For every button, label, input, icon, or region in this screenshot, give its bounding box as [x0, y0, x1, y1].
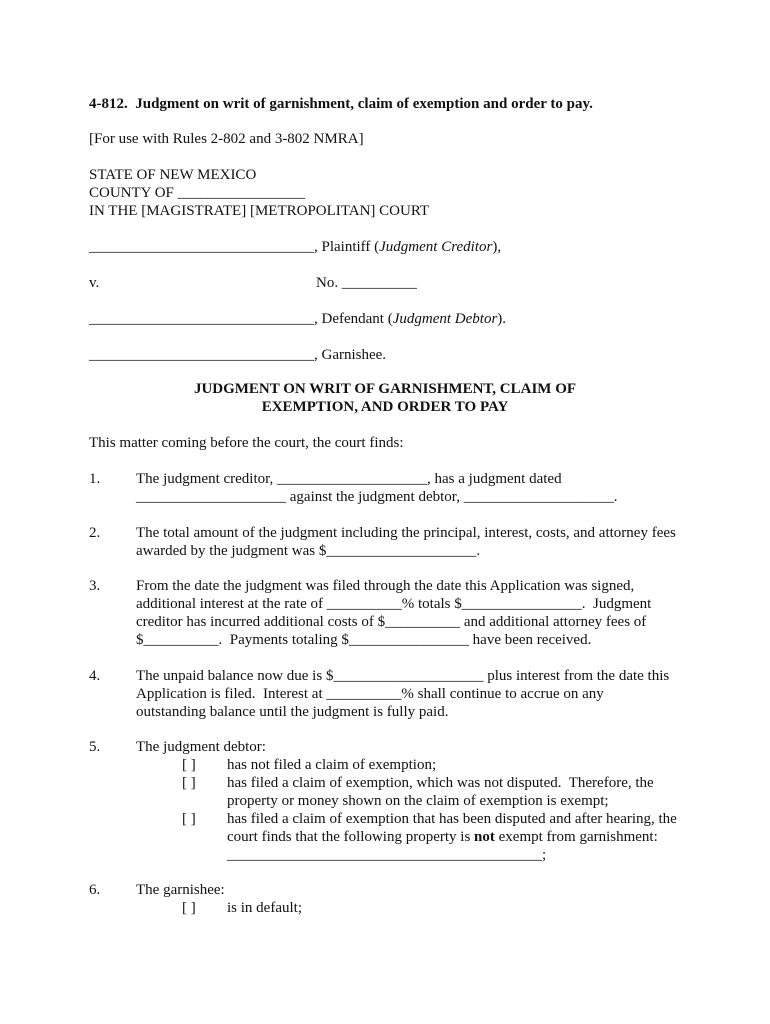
plaintiff-close: ), [492, 239, 502, 255]
item-2-line-2: awarded by the judgment was $____________________. [136, 543, 481, 559]
document-title-line-1: JUDGMENT ON WRIT OF GARNISHMENT, CLAIM OF [193, 381, 577, 397]
option-disputed-text-b: exempt from garnishment: [494, 829, 658, 845]
garnishee-line: ______________________________, Garnishee. [89, 347, 387, 363]
item-2-line-1: The total amount of the judgment including the principal, interest, costs, and attorney fees [136, 525, 676, 541]
item-3-line-4: $__________. Payments totaling $________________ have been received. [136, 632, 592, 648]
document-title-line-2: EXEMPTION, AND ORDER TO PAY [261, 399, 509, 415]
plaintiff-line [89, 238, 501, 256]
option-not-disputed-line-2: property or money shown on the claim of exemption is exempt; [227, 793, 609, 809]
defendant-name-blank: ______________________________ [89, 311, 314, 327]
defendant-close: ). [497, 311, 507, 327]
defendant-label: , Defendant ( [314, 311, 393, 327]
item-2-number: 2. [89, 525, 101, 541]
checkbox-filed-not-disputed[interactable]: [ ] [182, 775, 196, 791]
item-1-line-1: The judgment creditor, ____________________, has a judgment dated [136, 471, 562, 487]
checkbox-garnishee-default[interactable]: [ ] [182, 900, 196, 916]
emphasis-not: not [474, 829, 495, 845]
option-disputed-line-2 [227, 828, 658, 846]
versus-label: v. [89, 275, 100, 291]
item-1-number: 1. [89, 471, 101, 487]
option-disputed-line-1: has filed a claim of exemption that has been disputed and after hearing, the [227, 811, 677, 827]
option-not-disputed-line-1: has filed a claim of exemption, which was not disputed. Therefore, the [227, 775, 654, 791]
item-5-line-1: The judgment debtor: [136, 739, 266, 755]
section-heading: 4-812. Judgment on writ of garnishment, claim of exemption and order to pay. [89, 96, 593, 112]
plaintiff-name-blank: ______________________________ [89, 239, 314, 255]
case-number-line: No. __________ [316, 275, 417, 291]
item-4-line-1: The unpaid balance now due is $____________________ plus interest from the date this [136, 668, 670, 684]
defendant-line [89, 310, 506, 328]
non-exempt-property-blank[interactable]: __________________________________________; [227, 847, 547, 863]
checkbox-filed-disputed[interactable]: [ ] [182, 811, 196, 827]
rules-note: [For use with Rules 2-802 and 3-802 NMRA] [89, 131, 364, 147]
option-disputed-text-a: court finds that the following property is [227, 829, 475, 845]
item-3-number: 3. [89, 578, 101, 594]
item-1-line-2: ____________________ against the judgment debtor, ____________________. [136, 489, 618, 505]
item-6-line-1: The garnishee: [136, 882, 225, 898]
item-6-number: 6. [89, 882, 101, 898]
item-4-line-2: Application is filed. Interest at __________% shall continue to accrue on any [136, 686, 604, 702]
item-5-number: 5. [89, 739, 101, 755]
defendant-role: Judgment Debtor [392, 311, 498, 327]
court-line: IN THE [MAGISTRATE] [METROPOLITAN] COURT [89, 203, 430, 219]
plaintiff-role: Judgment Creditor [379, 239, 493, 255]
item-4-number: 4. [89, 668, 101, 684]
intro-text: This matter coming before the court, the court finds: [89, 435, 404, 451]
checkbox-not-filed[interactable]: [ ] [182, 757, 196, 773]
item-4-line-3: outstanding balance until the judgment is fully paid. [136, 704, 449, 720]
county-line: COUNTY OF _________________ [89, 185, 306, 201]
item-3-line-1: From the date the judgment was filed through the date this Application was signed, [136, 578, 635, 594]
option-default-text: is in default; [227, 900, 302, 916]
plaintiff-label: , Plaintiff ( [314, 239, 380, 255]
option-not-filed-text: has not filed a claim of exemption; [227, 757, 437, 773]
state-line: STATE OF NEW MEXICO [89, 167, 257, 183]
item-3-line-3: creditor has incurred additional costs of $__________ and additional attorney fees of [136, 614, 647, 630]
item-3-line-2: additional interest at the rate of __________% totals $________________. Judgment [136, 596, 652, 612]
